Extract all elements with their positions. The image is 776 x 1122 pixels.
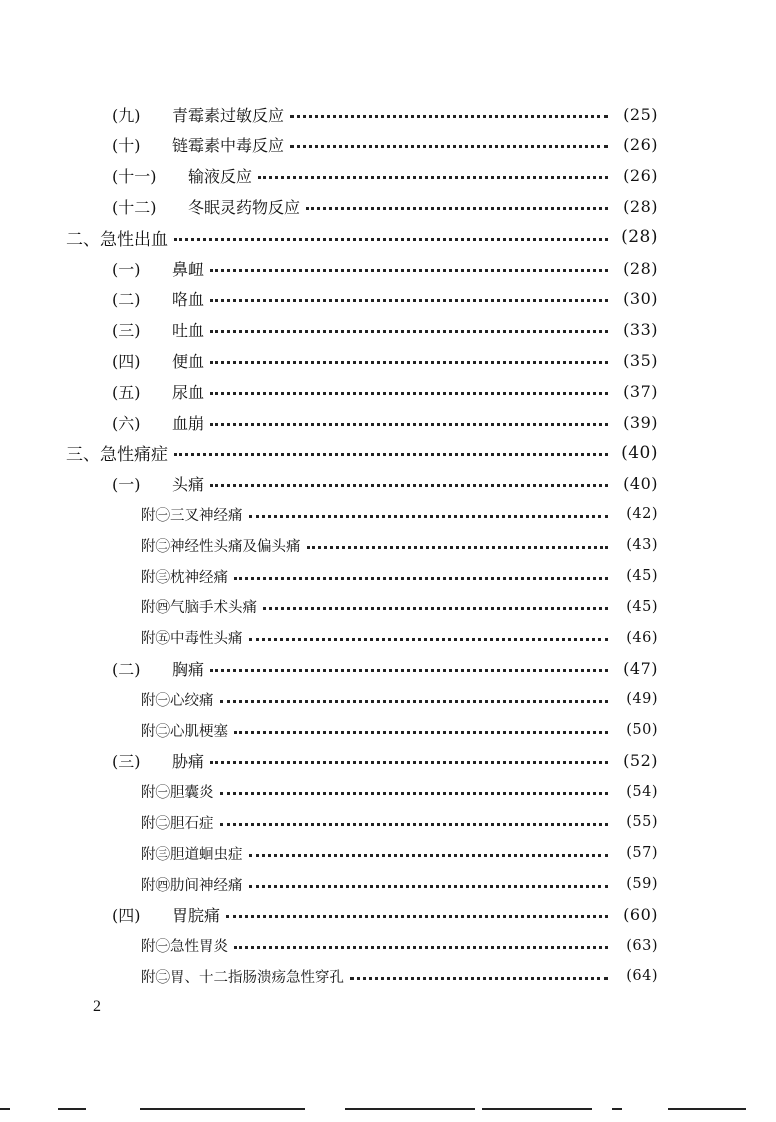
toc-entry-title: 冬眠灵药物反应	[188, 197, 301, 217]
toc-entry	[141, 684, 658, 714]
dot-leader	[210, 667, 608, 672]
toc-entry-number: (五)	[112, 382, 141, 402]
toc-entry-title: 急性痛症	[100, 445, 168, 466]
toc-entry	[112, 900, 658, 930]
dot-leader	[220, 790, 609, 795]
toc-entry-title: 胸痛	[172, 659, 205, 679]
toc-entry-number: 附㊁	[141, 538, 170, 555]
toc-entry-title: 胃脘痛	[172, 906, 221, 926]
dot-leader	[210, 328, 608, 333]
dot-leader	[220, 821, 609, 826]
page-number: 2	[93, 998, 101, 1015]
toc-entry-title: 急性出血	[100, 229, 168, 250]
dot-leader	[263, 605, 608, 610]
toc-entry-page: (28)	[623, 258, 658, 278]
dot-leader	[350, 975, 608, 980]
toc-entry	[141, 838, 658, 868]
toc-entry-number: (九)	[112, 105, 141, 125]
toc-entry-number: (一)	[112, 259, 141, 279]
dot-leader	[307, 544, 609, 549]
toc-entry-title: 血崩	[172, 413, 205, 433]
toc-entry-title: 心肌梗塞	[170, 723, 228, 740]
dot-leader	[290, 113, 608, 118]
toc-entry-page: (39)	[623, 412, 658, 432]
toc-entry-number: (三)	[112, 321, 141, 341]
dot-leader	[210, 482, 608, 487]
toc-entry-page: (28)	[623, 196, 658, 216]
toc-entry-page: (64)	[626, 968, 658, 985]
toc-entry-title: 神经性头痛及偏头痛	[170, 538, 301, 555]
toc-entry	[66, 222, 658, 252]
dot-leader	[210, 421, 608, 426]
toc-entry	[112, 315, 658, 345]
toc-entry	[141, 623, 658, 653]
toc-entry	[141, 715, 658, 745]
dot-leader	[249, 883, 609, 888]
toc-entry-title: 青霉素过敏反应	[172, 105, 285, 125]
toc-entry-title: 肋间神经痛	[170, 877, 243, 894]
toc-entry-number: 附㊁	[141, 723, 170, 740]
scan-artifact-lines	[0, 1108, 776, 1112]
toc-entry-number: 附㊄	[141, 631, 170, 648]
dot-leader	[234, 729, 608, 734]
toc-entry	[112, 345, 658, 375]
toc-entry	[141, 777, 658, 807]
toc-entry-number: 附㊁	[141, 815, 170, 832]
dot-leader	[290, 143, 608, 148]
toc-entry	[66, 438, 658, 468]
toc-entry-page: (47)	[623, 658, 658, 678]
toc-entry-number: 附㊃	[141, 877, 170, 894]
dot-leader	[174, 451, 608, 456]
dot-leader	[174, 236, 608, 241]
toc-entry-title: 枕神经痛	[170, 569, 228, 586]
toc-entry-page: (59)	[626, 876, 658, 892]
toc-entry-title: 急性胃炎	[170, 939, 228, 956]
toc-entry-title: 胃、十二指肠溃疡急性穿孔	[170, 969, 344, 986]
toc-entry-number: 附㊀	[141, 939, 170, 956]
toc-entry-number: 附㊀	[141, 692, 170, 709]
dot-leader	[210, 267, 608, 272]
toc-entry-page: (43)	[626, 537, 658, 554]
dot-leader	[258, 174, 608, 179]
toc-entry-page: (40)	[623, 474, 658, 494]
toc-entry-number: 附㊁	[141, 969, 170, 986]
dot-leader	[210, 759, 608, 764]
toc-entry-title: 胁痛	[172, 752, 205, 772]
toc-entry-number: (三)	[112, 752, 141, 772]
toc-entry	[112, 191, 658, 221]
toc-entry-number: (一)	[112, 475, 141, 495]
toc-entry-title: 心绞痛	[170, 692, 214, 709]
toc-entry-page: (26)	[623, 135, 658, 155]
toc-entry-number: 附㊃	[141, 600, 170, 617]
toc-entry-title: 鼻衄	[172, 259, 205, 279]
toc-entry	[112, 253, 658, 283]
toc-entry-page: (52)	[623, 751, 658, 771]
toc-entry-number: (二)	[112, 290, 141, 310]
toc-entry-page: (26)	[623, 166, 658, 186]
toc-entry-title: 气脑手术头痛	[170, 600, 257, 617]
dot-leader	[249, 513, 609, 518]
toc-entry-number: (六)	[112, 413, 141, 433]
toc-entry	[112, 469, 658, 499]
toc-entry	[141, 869, 658, 899]
toc-entry-number: 附㊂	[141, 569, 170, 586]
toc-entry-number: (二)	[112, 659, 141, 679]
toc-entry-page: (28)	[621, 227, 658, 248]
toc-entry-page: (33)	[623, 320, 658, 340]
toc-entry-page: (42)	[626, 506, 658, 523]
toc-entry-number: 附㊀	[141, 507, 170, 524]
dot-leader	[249, 636, 609, 641]
toc-entry-page: (55)	[626, 814, 658, 831]
toc-entry-number: 三、	[66, 445, 100, 466]
toc-entry	[112, 653, 658, 683]
toc-entry	[141, 807, 658, 837]
toc-entry-page: (50)	[626, 722, 658, 738]
toc-entry-title: 胆囊炎	[170, 785, 214, 802]
toc-entry	[112, 746, 658, 776]
toc-entry	[112, 130, 658, 160]
toc-entry-title: 链霉素中毒反应	[172, 136, 285, 156]
toc-entry-number: (十二)	[112, 197, 157, 217]
toc-entry-page: (40)	[621, 442, 658, 463]
toc-entry-page: (46)	[626, 629, 658, 646]
toc-entry-title: 头痛	[172, 475, 205, 495]
toc-entry-title: 咯血	[172, 290, 205, 310]
toc-entry-number: (十)	[112, 136, 141, 156]
toc-entry	[141, 931, 658, 961]
toc-entry-title: 中毒性头痛	[170, 631, 243, 648]
toc-entry-number: (四)	[112, 906, 141, 926]
dot-leader	[210, 359, 608, 364]
toc-entry	[112, 99, 658, 129]
toc-entry-page: (57)	[626, 845, 658, 862]
toc-entry-number: 附㊀	[141, 785, 170, 802]
toc-entry-number: (十一)	[112, 167, 157, 187]
dot-leader	[226, 913, 608, 918]
dot-leader	[249, 852, 609, 857]
toc-entry-title: 胆石症	[170, 815, 214, 832]
toc-entry-page: (35)	[623, 350, 658, 370]
dot-leader	[210, 297, 608, 302]
toc-entry	[112, 376, 658, 406]
dot-leader	[234, 575, 608, 580]
toc-entry-number: 附㊂	[141, 846, 170, 863]
toc-entry-page: (54)	[626, 783, 658, 800]
toc-entry-page: (37)	[623, 381, 658, 401]
toc-entry	[141, 592, 658, 622]
toc-entry-title: 便血	[172, 351, 205, 371]
toc-entry-page: (30)	[623, 289, 658, 309]
toc-entry-title: 三叉神经痛	[170, 507, 243, 524]
toc-entry-title: 吐血	[172, 321, 205, 341]
toc-entry	[112, 284, 658, 314]
toc-entry	[112, 407, 658, 437]
toc-entry-title: 胆道蛔虫症	[170, 846, 243, 863]
dot-leader	[234, 944, 608, 949]
toc-entry-page: (45)	[626, 598, 658, 615]
toc-entry	[141, 961, 658, 991]
toc-entry-page: (63)	[626, 937, 658, 954]
toc-entry	[141, 561, 658, 591]
dot-leader	[306, 205, 608, 210]
toc-entry-page: (25)	[623, 104, 658, 124]
toc-entry-title: 输液反应	[188, 167, 253, 187]
toc-entry-number: 二、	[66, 229, 100, 250]
toc-entry	[141, 530, 658, 560]
toc-entry	[141, 499, 658, 529]
toc-entry-page: (49)	[626, 691, 658, 708]
toc-entry	[112, 161, 658, 191]
toc-entry-title: 尿血	[172, 382, 205, 402]
dot-leader	[210, 390, 608, 395]
toc-entry-page: (45)	[626, 568, 658, 584]
toc-entry-page: (60)	[623, 905, 658, 925]
toc-entry-number: (四)	[112, 351, 141, 371]
dot-leader	[220, 698, 609, 703]
